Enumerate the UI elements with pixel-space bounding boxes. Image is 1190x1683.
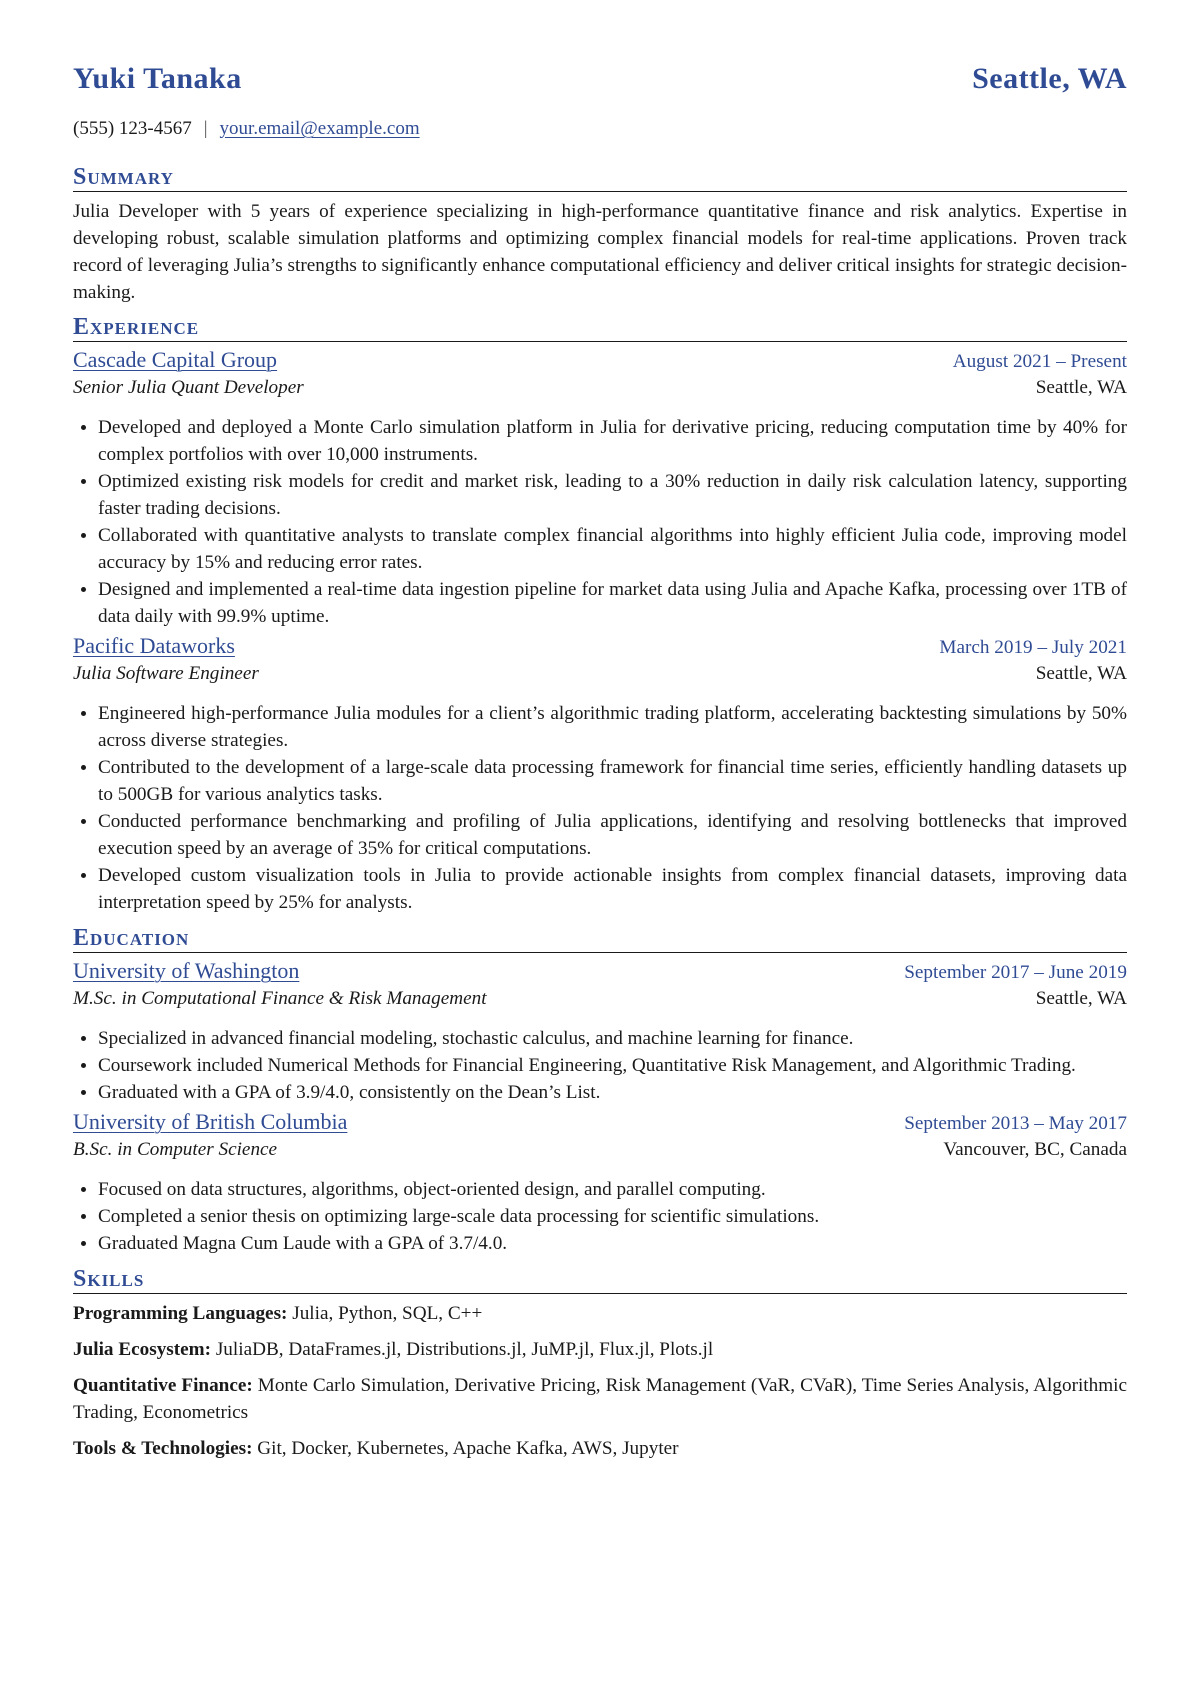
section-title-skills: Skills	[73, 1265, 1127, 1294]
skill-value: JuliaDB, DataFrames.jl, Distributions.jl, JuMP.jl, Flux.jl, Plots.jl	[215, 1339, 714, 1360]
degree-title: B.Sc. in Computer Science	[73, 1139, 278, 1160]
school-link[interactable]: University of British Columbia	[73, 1109, 348, 1134]
skill-value: Julia, Python, SQL, C++	[292, 1303, 483, 1324]
list-item: • Coursework included Numerical Methods for Financial Engineering, Quantitative Risk Management, and Algorithmic Trading.	[98, 1052, 1127, 1079]
job-title: Senior Julia Quant Developer	[73, 377, 304, 398]
study-dates: September 2013 – May 2017	[904, 1113, 1127, 1134]
degree-title: M.Sc. in Computational Finance & Risk Management	[73, 988, 487, 1009]
list-item: • Optimized existing risk models for credit and market risk, leading to a 30% reduction in daily risk calculation latency, supporting faster trading decisions.	[98, 468, 1127, 522]
list-item: • Graduated with a GPA of 3.9/4.0, consistently on the Dean’s List.	[98, 1079, 1127, 1106]
candidate-location: Seattle, WA	[972, 62, 1127, 95]
contact-line	[73, 118, 1127, 146]
list-item: • Focused on data structures, algorithms, object-oriented design, and parallel computing.	[98, 1176, 1127, 1203]
school-location: Seattle, WA	[1035, 988, 1127, 1009]
skill-row	[73, 1435, 1127, 1462]
skill-row	[73, 1372, 1127, 1426]
phone-number: (555) 123-4567	[73, 118, 192, 139]
skill-label: Programming Languages:	[73, 1303, 288, 1324]
list-item: • Developed and deployed a Monte Carlo simulation platform in Julia for derivative pricing, reducing computation time by 40% for complex portfolios with over 10,000 instruments.	[98, 414, 1127, 468]
school-location: Vancouver, BC, Canada	[943, 1139, 1127, 1160]
school-link[interactable]: University of Washington	[73, 958, 300, 983]
job-location: Seattle, WA	[1035, 377, 1127, 398]
job-location: Seattle, WA	[1035, 663, 1127, 684]
skill-label: Julia Ecosystem:	[73, 1339, 212, 1360]
employer-link[interactable]: Pacific Dataworks	[73, 633, 235, 658]
skill-value: Git, Docker, Kubernetes, Apache Kafka, AWS, Jupyter	[257, 1438, 679, 1459]
education-entry	[73, 1109, 1127, 1257]
list-item: • Designed and implemented a real-time data ingestion pipeline for market data using Julia and Apache Kafka, processing over 1TB of data daily with 99.9% uptime.	[98, 576, 1127, 630]
candidate-name: Yuki Tanaka	[73, 62, 242, 95]
list-item: • Conducted performance benchmarking and profiling of Julia applications, identifying and resolving bottlenecks that improved execution speed by an average of 35% for critical computations.	[98, 808, 1127, 862]
study-dates: September 2017 – June 2019	[904, 962, 1127, 983]
skill-label: Quantitative Finance:	[73, 1375, 253, 1396]
employment-dates: August 2021 – Present	[952, 351, 1127, 372]
achievement-list	[73, 414, 1127, 630]
section-title-summary: Summary	[73, 163, 1127, 192]
list-item: • Specialized in advanced financial modeling, stochastic calculus, and machine learning for finance.	[98, 1025, 1127, 1052]
summary-text: Julia Developer with 5 years of experience specializing in high-performance quantitative finance and risk analytics. Expertise in developing robust, scalable simulation platforms and optimizing complex financial models for real-time applications. Proven track record of leveraging Julia’s strengths to significantly enhance computational efficiency and deliver critical insights for strategic decision-making.	[73, 201, 1127, 303]
list-item: • Graduated Magna Cum Laude with a GPA of 3.7/4.0.	[98, 1230, 1127, 1257]
skill-label: Tools & Technologies:	[73, 1438, 253, 1459]
section-title-education: Education	[73, 924, 1127, 953]
list-item: • Developed custom visualization tools in Julia to provide actionable insights from complex financial datasets, improving data interpretation speed by 25% for analysts.	[98, 862, 1127, 916]
list-item: • Contributed to the development of a large-scale data processing framework for financial time series, efficiently handling datasets up to 500GB for various analytics tasks.	[98, 754, 1127, 808]
section-title-experience: Experience	[73, 313, 1127, 342]
achievement-list	[73, 700, 1127, 916]
employment-dates: March 2019 – July 2021	[939, 637, 1127, 658]
education-details-list	[73, 1176, 1127, 1257]
skill-row	[73, 1300, 1127, 1327]
email-link[interactable]: your.email@example.com	[219, 118, 420, 139]
list-item: • Completed a senior thesis on optimizing large-scale data processing for scientific simulations.	[98, 1203, 1127, 1230]
skill-row	[73, 1336, 1127, 1363]
skill-value: Monte Carlo Simulation, Derivative Pricing, Risk Management (VaR, CVaR), Time Series Analysis, Algorithmic Trading, Econometrics	[73, 1375, 1127, 1423]
experience-entry	[73, 347, 1127, 630]
list-item: • Collaborated with quantitative analysts to translate complex financial algorithms into highly efficient Julia code, improving model accuracy by 15% and reducing error rates.	[98, 522, 1127, 576]
education-entry	[73, 958, 1127, 1106]
contact-separator: |	[203, 118, 208, 139]
resume-header	[73, 62, 1127, 106]
education-details-list	[73, 1025, 1127, 1106]
employer-link[interactable]: Cascade Capital Group	[73, 347, 278, 372]
job-title: Julia Software Engineer	[73, 663, 259, 684]
list-item: • Engineered high-performance Julia modules for a client’s algorithmic trading platform, accelerating backtesting simulations by 50% across diverse strategies.	[98, 700, 1127, 754]
experience-entry	[73, 633, 1127, 916]
